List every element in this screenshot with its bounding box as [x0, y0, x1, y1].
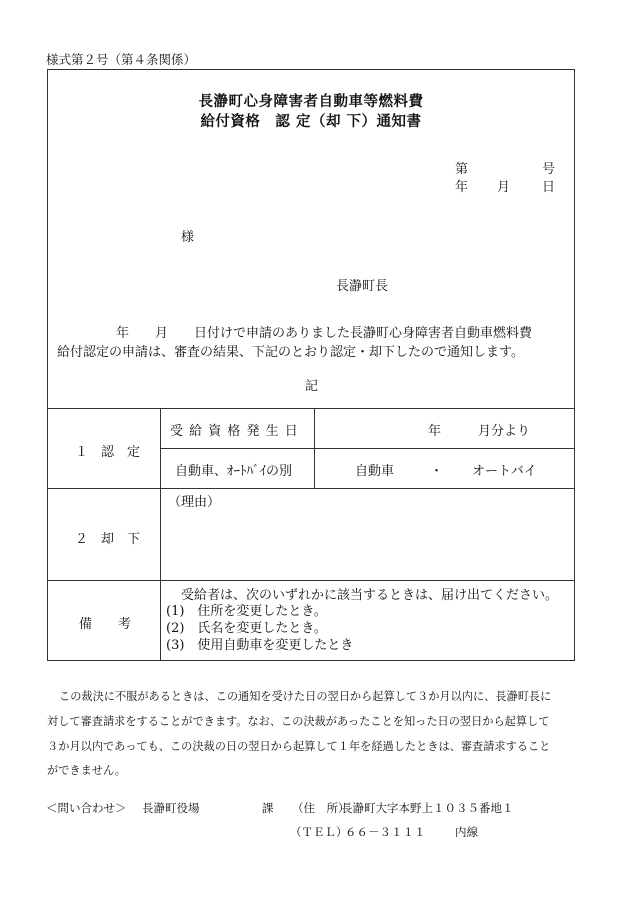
ki-mark: 記: [305, 379, 319, 394]
rejection-reason-label: （理由）: [168, 495, 221, 510]
contact-address-label: （住 所）: [292, 801, 350, 815]
date-year: 年: [455, 180, 469, 195]
issuer: 長瀞町長: [336, 279, 389, 294]
body-line-1: 年 月 日付けで申請のありました長瀞町心身障害者自動車燃料費: [116, 326, 533, 341]
value-column-divider: [314, 408, 315, 488]
approval-row-divider: [160, 448, 575, 449]
contact-label: ＜問い合わせ＞: [46, 801, 127, 815]
vehicle-type-label: 自動車、ｵｰﾄﾊﾞｲの別: [175, 464, 293, 479]
notice-line-3: ３か月以内であっても、この決裁の日の翌日から起算して１年を経過したときは、審査請求すること: [47, 740, 551, 753]
approval-bottom-border: [47, 488, 575, 489]
notice-line-1: この裁決に不服があるときは、この通知を受けた日の翌日から起算して３か月以内に、長瀞町長に: [59, 690, 552, 703]
title-line-2: 給付資格 認 定（却 下）通知書: [200, 113, 422, 130]
table-top-border: [47, 408, 575, 409]
remarks-item: (1) 住所を変更したとき。: [166, 604, 327, 619]
eligibility-month-from: 月分より: [478, 424, 531, 439]
contact-section: 課: [262, 801, 274, 815]
date-day: 日: [542, 180, 556, 195]
contact-office: 長瀞町役場: [142, 801, 200, 815]
approval-label: １ 認 定: [75, 445, 141, 460]
rejection-bottom-border: [47, 580, 575, 581]
contact-tel: ６６－３１１１: [345, 825, 426, 839]
addressee-suffix: 様: [181, 230, 195, 245]
notice-line-4: ができません。: [47, 764, 126, 777]
vehicle-option-bike: オートバイ: [472, 464, 537, 479]
remarks-item: (2) 氏名を変更したとき。: [166, 621, 327, 636]
title-line-1: 長瀞町心身障害者自動車等燃料費: [198, 93, 424, 110]
contact-address: 長瀞町大字本野上１０３５番地１: [341, 801, 514, 815]
remarks-item: (3) 使用自動車を変更したとき: [166, 638, 354, 653]
doc-number-suffix: 号: [542, 162, 556, 177]
notice-line-2: 対して審査請求をすることができます。なお、この決裁があったことを知った日の翌日から起算して: [47, 715, 550, 728]
vehicle-option-separator: ・: [430, 464, 444, 479]
contact-extension: 内線: [455, 825, 478, 839]
rejection-label: ２ 却 下: [75, 532, 141, 547]
body-line-2: 給付認定の申請は、審査の結果、下記のとおり認定・却下したので通知します。: [57, 345, 524, 360]
eligibility-date-label: 受 給 資 格 発 生 日: [170, 424, 299, 439]
doc-number-label: 第: [455, 162, 469, 177]
remarks-intro: 受給者は、次のいずれかに該当するときは、届け出てください。: [181, 588, 559, 603]
vehicle-option-car: 自動車: [355, 464, 395, 479]
eligibility-year: 年: [428, 424, 442, 439]
label-column-divider: [160, 408, 161, 661]
contact-tel-label: （ＴＥＬ）: [290, 825, 348, 839]
remarks-label: 備 考: [79, 617, 132, 632]
document-frame: [47, 69, 575, 661]
form-number: 様式第２号（第４条関係）: [46, 52, 197, 67]
date-month: 月: [497, 180, 511, 195]
